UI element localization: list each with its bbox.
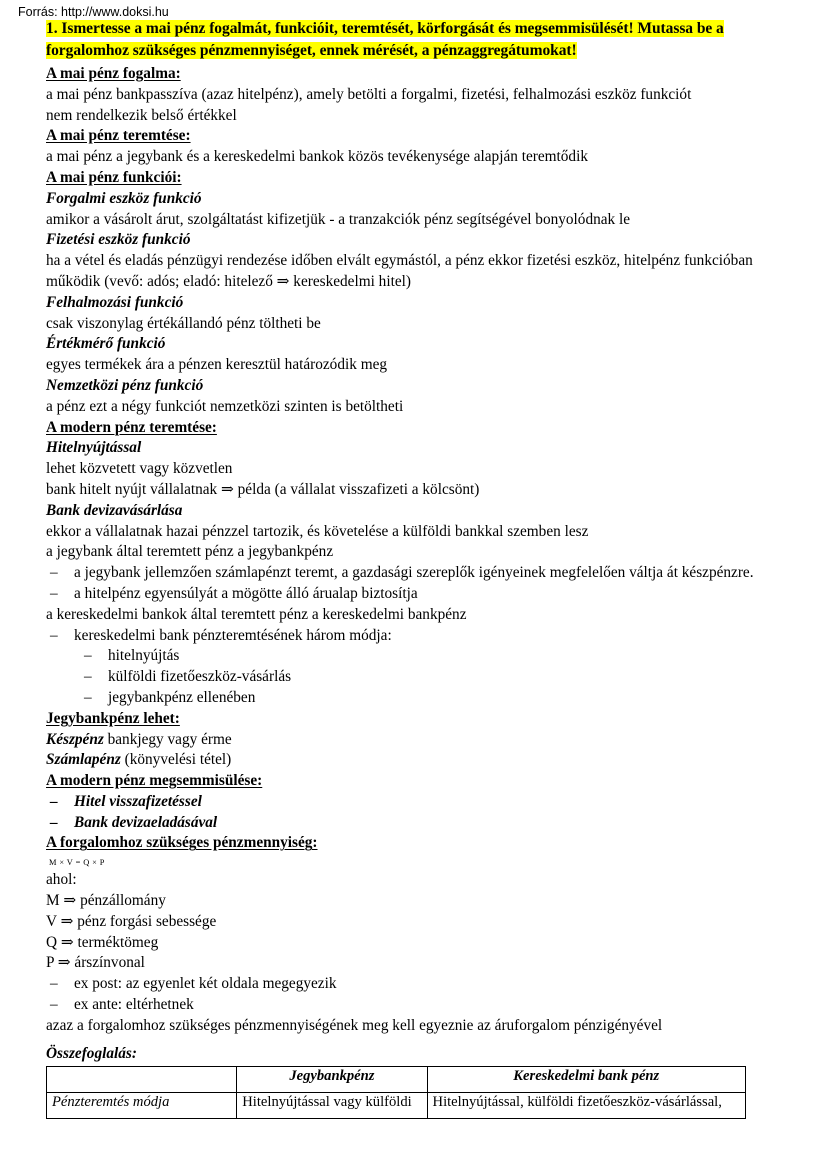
heading-penz-funkcioi: A mai pénz funkciói: [46, 168, 182, 186]
text-deviza-1: ekkor a vállalatnak hazai pénzzel tartozik, és követelése a külföldi bankkal szemben lesz [46, 522, 589, 540]
list-item-label: a jegybank jellemzően számlapénzt teremt, a gazdasági szereplők igényeinek megfelelően váltja át készpénzre. [74, 564, 754, 582]
variable-definition-m: M ⇒ pénzállomány [46, 892, 166, 910]
heading-jegybankpenz-lehet: Jegybankpénz lehet: [46, 709, 180, 727]
list-item [46, 584, 786, 605]
heading-penz-teremtese: A mai pénz teremtése: [46, 127, 191, 145]
list-item-label: ex ante: eltérhetnek [74, 996, 194, 1014]
text-fogalma-2: nem rendelkezik belső értékkel [46, 106, 237, 124]
list-item [46, 667, 786, 688]
table-row [47, 1093, 746, 1119]
text-ahol: ahol: [46, 871, 77, 889]
quantity-equation: M × V = Q × P [49, 858, 105, 868]
table-header-row [47, 1067, 746, 1093]
term-szamlapenz: Számlapénz [46, 751, 121, 769]
term-szamlapenz-definition: (könyvelési tétel) [120, 751, 232, 769]
heading-modern-penz-megsemmisulese: A modern pénz megsemmisülése: [46, 772, 263, 790]
text-szamlapenz [46, 750, 786, 771]
table-cell-jegybankpenz: Hitelnyújtással vagy külföldi [237, 1093, 427, 1119]
text-ertekmero: egyes termékek ára a pénzen keresztül határozódik meg [46, 356, 388, 374]
variable-definition-v: V ⇒ pénz forgási sebessége [46, 912, 217, 930]
term-keszpenz: Készpénz [46, 730, 104, 748]
list-item [46, 792, 786, 813]
list-item-label: a hitelpénz egyensúlyát a mögötte álló árualap biztosítja [74, 584, 418, 602]
list-item [46, 995, 786, 1016]
dash-bullet-icon: – [50, 626, 58, 644]
heading-modern-penz-teremtese: A modern pénz teremtése: [46, 418, 217, 436]
subheading-felhalmozasi: Felhalmozási funkció [46, 293, 184, 311]
table-column-header-jegybankpenz: Jegybankpénz [237, 1067, 427, 1093]
page-title-line-2: forgalomhoz szükséges pénzmennyiséget, ennek mérését, a pénzaggregátumokat! [46, 41, 577, 59]
text-closing-statement: azaz a forgalomhoz szükséges pénzmennyiségének meg kell egyeznie az áruforgalom pénzigényével [46, 1016, 663, 1034]
text-fogalma-1: a mai pénz bankpasszíva (azaz hitelpénz), amely betölti a forgalmi, fizetési, felhalmozási eszköz funkciót [46, 85, 692, 103]
table-column-header-empty [47, 1067, 237, 1093]
heading-penz-fogalma: A mai pénz fogalma: [46, 65, 181, 82]
list-item [46, 646, 786, 667]
subheading-hitelnyujtassal: Hitelnyújtással [46, 439, 142, 457]
summary-heading: Összefoglalás: [46, 1045, 137, 1062]
heading-forgalomhoz-szukseges-penzmennyiseg: A forgalomhoz szükséges pénzmennyiség: [46, 834, 318, 852]
list-item [46, 974, 786, 995]
text-kereskedelmi-bankpenz: a kereskedelmi bankok által teremtett pénz a kereskedelmi bankpénz [46, 605, 467, 623]
list-item [46, 563, 786, 584]
subheading-bank-devizavasarlasa: Bank devizavásárlása [46, 501, 183, 519]
document-body [46, 18, 786, 1037]
variable-definition-p: P ⇒ árszínvonal [46, 954, 145, 972]
subheading-ertekmero: Értékmérő funkció [46, 335, 166, 353]
page-title-line-1: 1. Ismertesse a mai pénz fogalmát, funkcióit, teremtését, körforgását és megsemmisülését! Mutassa be a [46, 20, 724, 37]
page-title [46, 18, 786, 61]
dash-bullet-icon: – [84, 668, 92, 686]
text-fizetesi-eszkoz-1: ha a vétel és eladás pénzügyi rendezése időben elvált egymástól, a pénz ekkor fizetési eszköz, hitelpénz funkcióban [46, 252, 753, 270]
subheading-nemzetkozi-penz: Nemzetközi pénz funkció [46, 376, 204, 394]
text-forgalmi-eszkoz: amikor a vásárolt árut, szolgáltatást kifizetjük - a tranzakciók pénz segítségével bonyolódnak le [46, 210, 631, 228]
list-item-label: ex post: az egyenlet két oldala megegyezik [74, 975, 337, 993]
table-column-header-kereskedelmi-bank-penz: Kereskedelmi bank pénz [427, 1067, 745, 1093]
dash-bullet-icon: – [84, 647, 92, 665]
list-item-label: Hitel visszafizetéssel [74, 792, 202, 810]
term-keszpenz-definition: bankjegy vagy érme [103, 730, 232, 748]
table-row-header-penzteremtes-modja: Pénzteremtés módja [47, 1093, 237, 1119]
dash-bullet-icon: – [50, 975, 58, 993]
list-item-label: külföldi fizetőeszköz-vásárlás [108, 668, 292, 686]
text-felhalmozasi: csak viszonylag értékállandó pénz töltheti be [46, 314, 321, 332]
list-item-label: jegybankpénz ellenében [108, 688, 256, 706]
dash-bullet-icon: – [84, 688, 92, 706]
text-hitelnyujtassal-2: bank hitelt nyújt vállalatnak ⇒ példa (a vállalat visszafizeti a kölcsönt) [46, 480, 480, 498]
text-teremtese-1: a mai pénz a jegybank és a kereskedelmi bankok közös tevékenysége alapján teremtődik [46, 148, 588, 166]
variable-definition-q: Q ⇒ terméktömeg [46, 933, 159, 951]
summary-section [46, 1044, 746, 1119]
table-cell-kereskedelmi: Hitelnyújtással, külföldi fizetőeszköz-vásárlással, [427, 1093, 745, 1119]
text-keszpenz [46, 730, 786, 751]
list-item [46, 688, 786, 709]
list-item [46, 813, 786, 834]
text-fizetesi-eszkoz-2: működik (vevő: adós; eladó: hitelező ⇒ kereskedelmi hitel) [46, 272, 411, 290]
dash-bullet-icon: – [50, 792, 58, 810]
dash-bullet-icon: – [50, 996, 58, 1014]
list-item [46, 626, 786, 647]
list-item-label: kereskedelmi bank pénzteremtésének három módja: [74, 626, 392, 644]
list-item-label: hitelnyújtás [108, 647, 180, 665]
dash-bullet-icon: – [50, 564, 58, 582]
source-url-header: Forrás: http://www.doksi.hu [18, 5, 169, 19]
dash-bullet-icon: – [50, 813, 58, 831]
text-hitelnyujtassal-1: lehet közvetett vagy közvetlen [46, 460, 233, 478]
subheading-forgalmi-eszkoz: Forgalmi eszköz funkció [46, 189, 202, 207]
list-item-label: Bank devizaeladásával [74, 813, 218, 831]
summary-table [46, 1066, 746, 1119]
text-deviza-2: a jegybank által teremtett pénz a jegybankpénz [46, 543, 334, 561]
text-nemzetkozi-penz: a pénz ezt a négy funkciót nemzetközi szinten is betöltheti [46, 397, 404, 415]
dash-bullet-icon: – [50, 584, 58, 602]
subheading-fizetesi-eszkoz: Fizetési eszköz funkció [46, 231, 191, 249]
